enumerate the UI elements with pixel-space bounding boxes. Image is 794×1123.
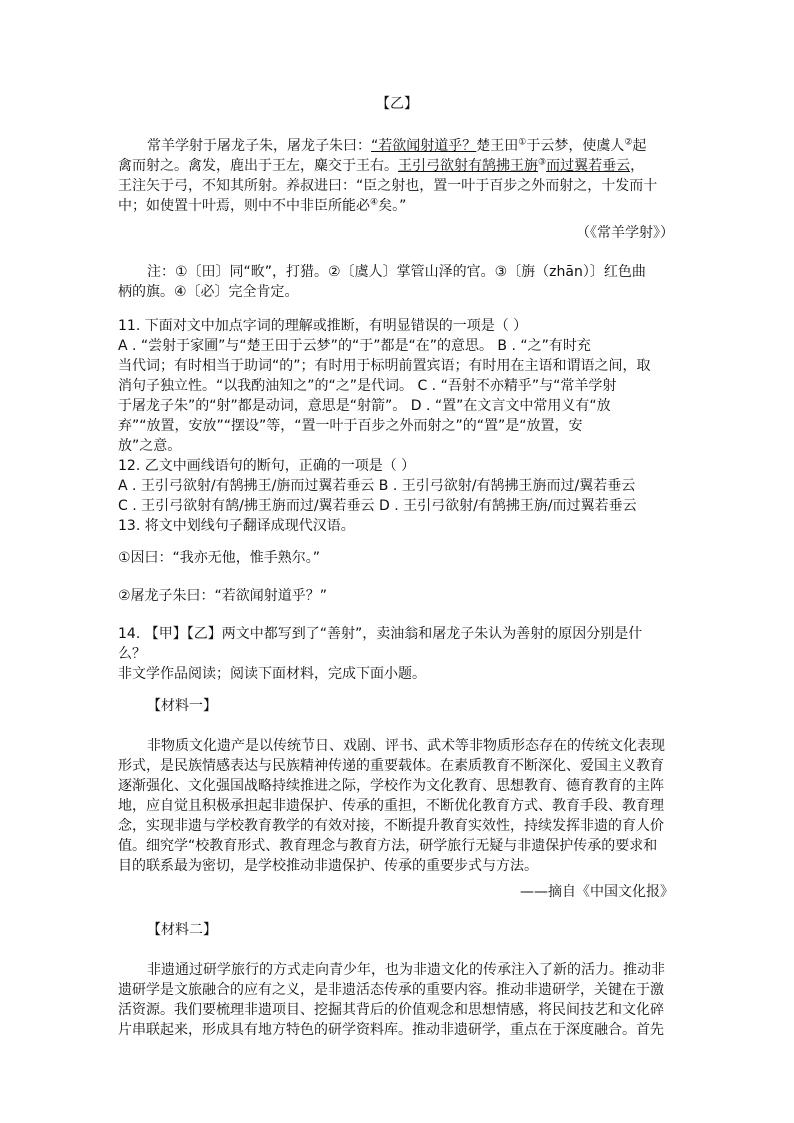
material-2-line: 活资源。我们要梳理非遗项目、挖掘其背后的价值观念和思想情感，将民间技艺和文化碎 [118, 1002, 664, 1018]
question-11: 11. 下面对文中加点字词的理解或推断，有明显错误的一项是（ ） [118, 318, 528, 334]
question-14: 么？ [118, 646, 146, 662]
section-instruction: 非文学作品阅读；阅读下面材料，完成下面小题。 [118, 666, 426, 682]
text-span: 禽而射之。禽发，鹿出于王左，麋交于王右。 [118, 158, 398, 174]
underlined-text: 而过翼若垂云 [546, 158, 631, 174]
material-2-heading: 【材料二】 [147, 922, 217, 938]
material-1-line: 念，实现非遗与学校教育教学的有效对接，不断提升教育实效性，持续发挥非遗的育人价 [118, 818, 664, 834]
question-11-options: 放”之意。 [118, 438, 182, 454]
notes-line: 柄的旗。④〔必〕完全肯定。 [118, 284, 299, 300]
question-11-options: 于屠龙子朱”的“射”都是动词，意思是“射箭”。 D . “置”在文言文中常用义有“放 [118, 398, 611, 414]
text-span: 中；如使置十叶焉，则中不中非臣所能必 [118, 198, 370, 214]
passage-line: 王注矢于弓，不知其所射。养叔进曰：“臣之射也，置一叶于百步之外而射之，十发而十 [118, 178, 658, 194]
question-11-options: 当代词；有时相当于助词“的”；有时用于标明前置宾语；有时用在主语和谓语之间，取 [118, 358, 651, 374]
material-1-line: 值。细究学“校教育形式、教育理念与教育方法，研学旅行无疑与非遗保护传承的要求和 [118, 838, 658, 854]
material-2-line: 遗研学是文旅融合的应有之义，是非遗活态传承的重要内容。推动非遗研学，关键在于激 [118, 982, 664, 998]
question-12: 12. 乙文中画线语句的断句，正确的一项是（ ） [118, 458, 416, 474]
question-11-options: A . “尝射于家圃”与“楚王田于云梦”的“于”都是“在”的意思。 B . “之”有时充 [118, 338, 591, 354]
question-13-item: ①因曰：“我亦无他，惟手熟尔。” [118, 550, 321, 566]
text-span: ， [630, 158, 645, 174]
passage-line [118, 196, 406, 216]
material-1-heading: 【材料一】 [147, 698, 217, 714]
material-1-source: ——摘自《中国文化报》 [520, 884, 674, 900]
question-11-options: 消句子独立性。“以我酌油知之”的“之”是代词。 C . “吾射不亦精乎”与“常羊学射 [118, 378, 617, 394]
material-2-line: 非遗通过研学旅行的方式走向青少年，也为非遗文化的传承注入了新的活力。推动非 [147, 962, 665, 978]
material-1-line: 逐渐强化、文化强国战略持续推进之际，学校作为文化教育、思想教育、德育教育的主阵 [118, 778, 664, 794]
underlined-text: 王引弓欲射有鹄拂王旃 [398, 158, 538, 174]
question-12-options: C . 王引弓欲射有鹄/拂王旃而过/翼若垂云 D . 王引弓欲射/有鹄拂王旃/而过翼若垂云 [118, 498, 637, 514]
text-span: 于云梦，使虞人 [526, 138, 625, 154]
notes-line: 注：①〔田〕同“畋”，打猎。②〔虞人〕掌管山泽的官。③〔旃（zhān）〕红色曲 [147, 264, 646, 280]
footnote-marker: ① [518, 137, 527, 148]
footnote-marker: ③ [538, 157, 547, 168]
material-2-line: 片串联起来，形成具有地方特色的研学资料库。推动非遗研学，重点在于深度融合。首先 [118, 1022, 664, 1038]
underlined-text: “若欲闻射道乎？ [371, 138, 477, 154]
passage-source: （《常羊学射》） [576, 225, 674, 241]
footnote-marker: ④ [370, 197, 379, 208]
question-13-item: ②屠龙子朱曰：“若欲闻射道乎？” [118, 588, 328, 604]
question-12-options: A . 王引弓欲射/有鹄拂王/旃而过翼若垂云 B . 王引弓欲射/有鹄拂王旃而过/翼若垂云 [118, 478, 636, 494]
question-14: 14. 【甲】【乙】两文中都写到了“善射”，卖油翁和屠龙子朱认为善射的原因分别是什 [118, 626, 643, 642]
text-span: 楚王田 [476, 138, 519, 154]
footnote-marker: ② [624, 137, 633, 148]
material-1-line: 非物质文化遗产是以传统节日、戏剧、评书、武术等非物质形态存在的传统文化表现 [147, 738, 665, 754]
text-span: 矣。” [378, 198, 407, 214]
text-span: 起 [632, 138, 647, 154]
section-heading-yi: 【乙】 [376, 96, 418, 112]
material-1-line: 地，应自觉且积极承担起非遗保护、传承的重担，不断优化教育方式、教育手段、教育理 [118, 798, 664, 814]
material-1-line: 目的联系最为密切，是学校推动非遗保护、传承的重要步式与方法。 [118, 858, 538, 874]
passage-line [147, 136, 646, 156]
material-1-line: 形式，是民族情感表达与民族精神传递的重要载体。在素质教育不断深化、爱国主义教育 [118, 758, 664, 774]
question-13: 13. 将文中划线句子翻译成现代汉语。 [118, 518, 355, 534]
text-span: 常羊学射于屠龙子朱，屠龙子朱曰： [147, 138, 371, 154]
question-11-options: 弃”“放置，安放”“摆设”等，“置一叶于百步之外而射之”的“置”是“放置，安 [118, 418, 583, 434]
passage-line [118, 156, 644, 176]
